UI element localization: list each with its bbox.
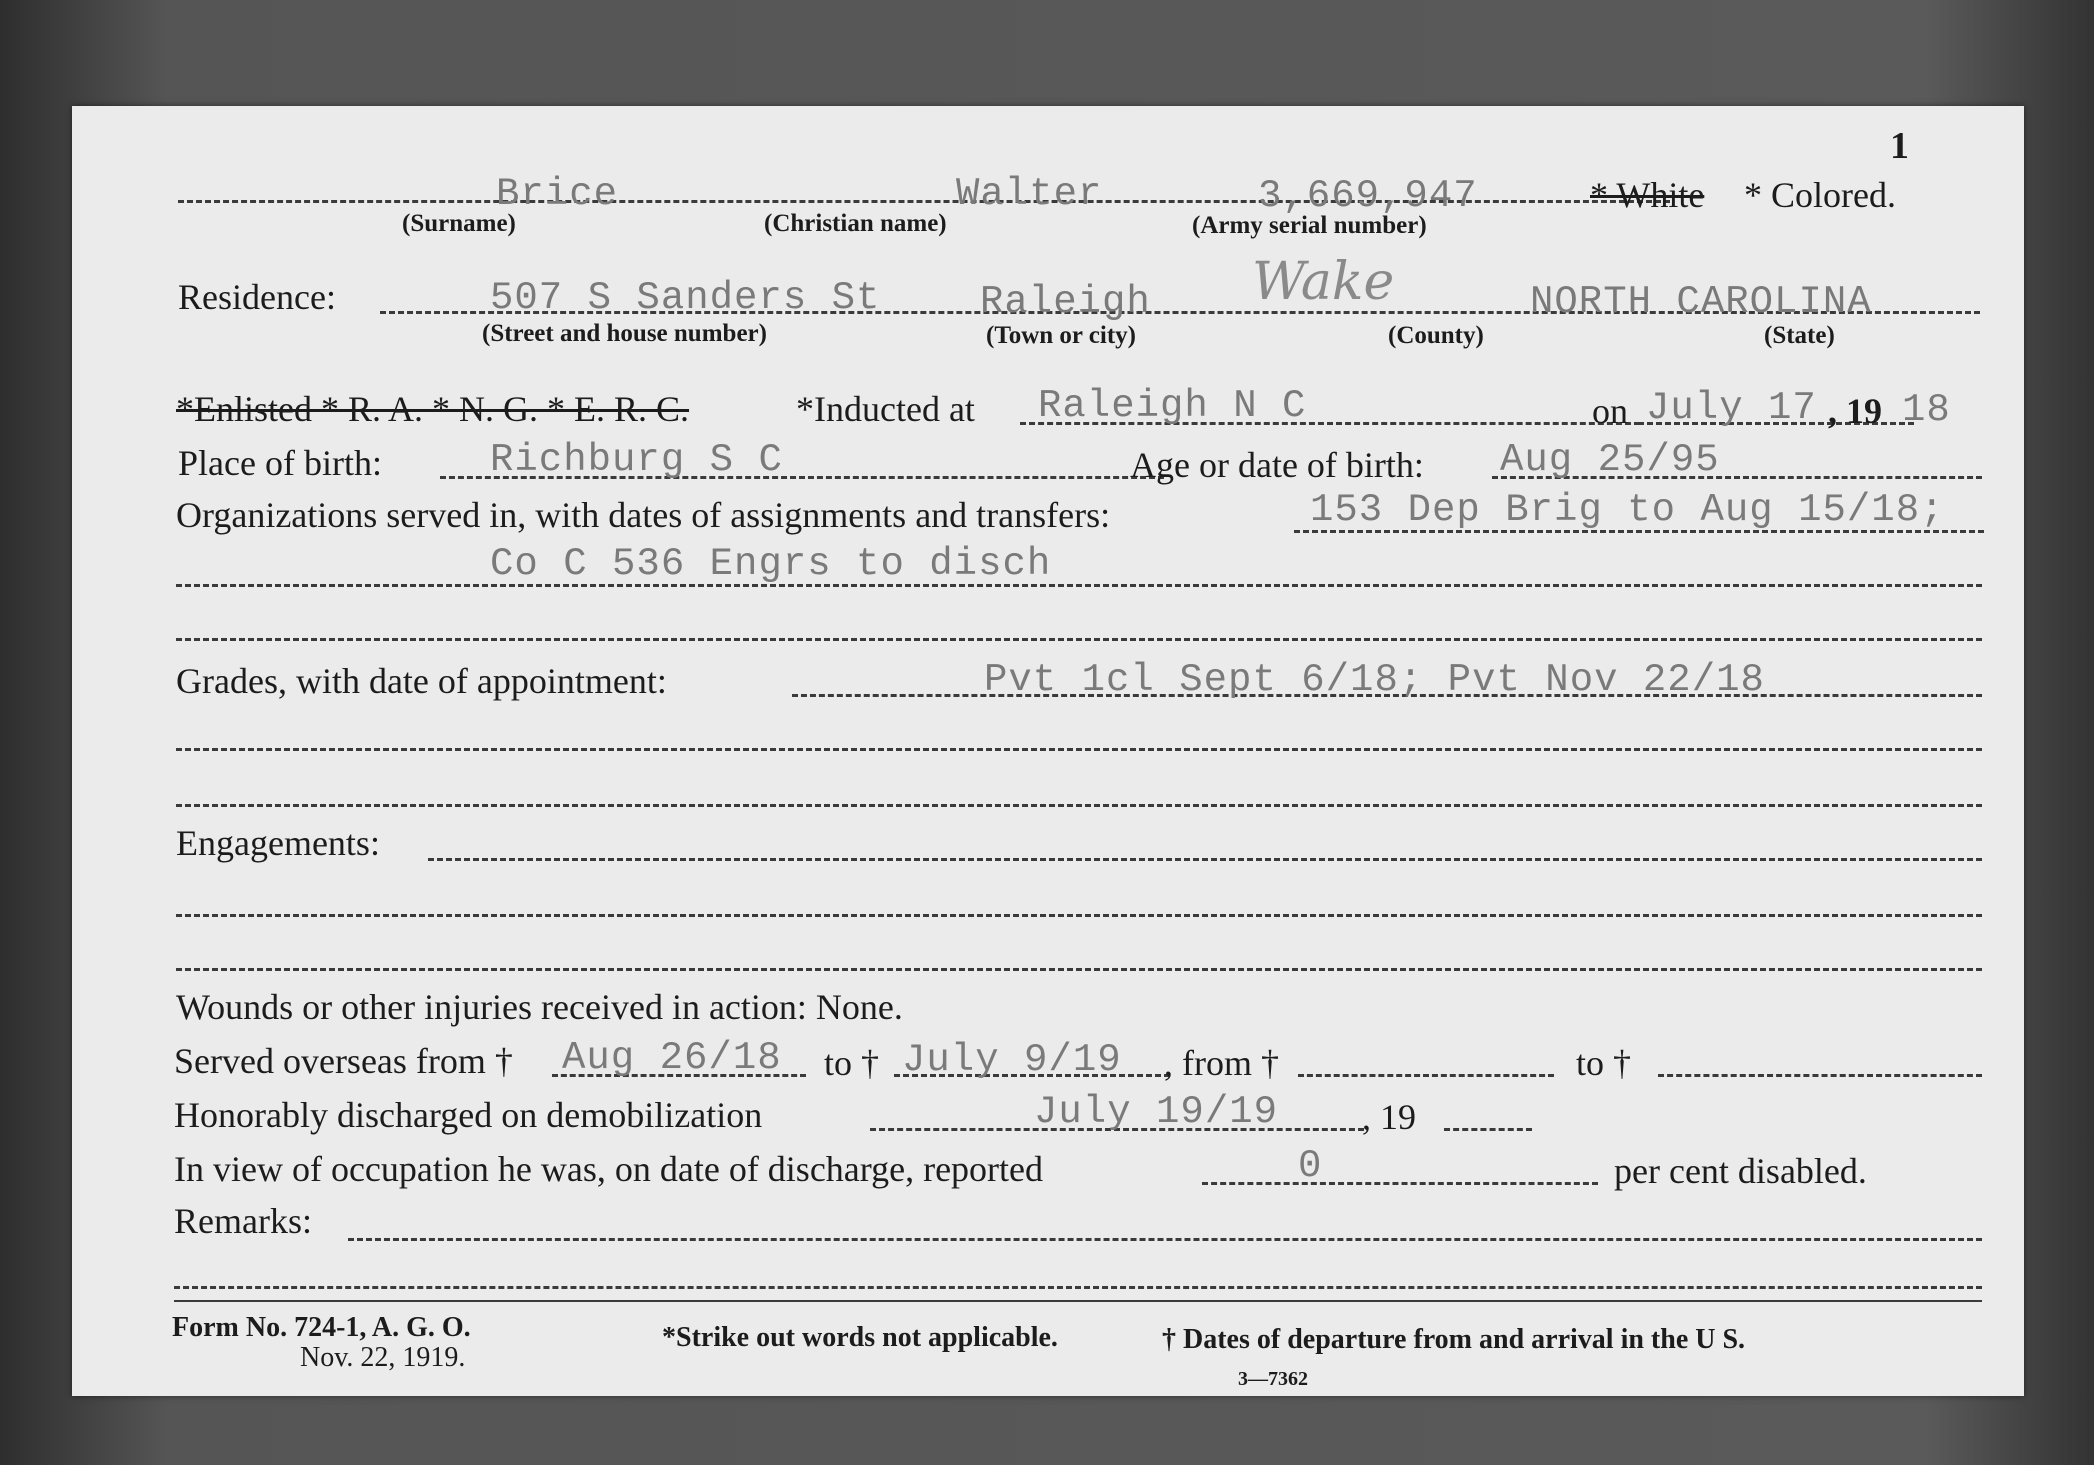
discharge-date-value: July 19/19 bbox=[1034, 1090, 1279, 1134]
induction-year-prefix: , 19 bbox=[1828, 391, 1882, 431]
organizations-line-3 bbox=[176, 638, 1982, 641]
organizations-value-2: Co C 536 Engrs to disch bbox=[490, 542, 1052, 586]
caption-christian-name: (Christian name) bbox=[764, 210, 947, 237]
overseas-to2-line bbox=[1658, 1074, 1982, 1077]
record-card bbox=[72, 106, 2024, 1396]
surname-value: Brice bbox=[496, 172, 619, 216]
residence-street-value: 507 S Sanders St bbox=[490, 276, 881, 320]
race-colored: * Colored. bbox=[1744, 175, 1896, 215]
serial-number-value: 3,669,947 bbox=[1258, 174, 1478, 218]
induction-year-suffix: 18 bbox=[1902, 388, 1951, 432]
overseas-from2-line bbox=[1298, 1074, 1554, 1077]
overseas-to-value: July 9/19 bbox=[902, 1038, 1122, 1082]
dates-note: † Dates of departure from and arrival in the U S. bbox=[1162, 1324, 1746, 1355]
remarks-line-1 bbox=[348, 1238, 1982, 1241]
caption-surname: (Surname) bbox=[402, 210, 516, 237]
overseas-from-value: Aug 26/18 bbox=[562, 1036, 782, 1080]
caption-serial-number: (Army serial number) bbox=[1192, 212, 1427, 239]
disability-label: In view of occupation he was, on date of discharge, reported bbox=[174, 1149, 1044, 1189]
discharge-year-line bbox=[1444, 1128, 1532, 1131]
grades-value: Pvt 1cl Sept 6/18; Pvt Nov 22/18 bbox=[984, 658, 1765, 702]
grades-label: Grades, with date of appointment: bbox=[176, 661, 667, 701]
engagements-line-2 bbox=[176, 914, 1982, 917]
caption-street: (Street and house number) bbox=[482, 320, 767, 347]
engagements-line-3 bbox=[176, 968, 1982, 971]
remarks-line-2 bbox=[174, 1286, 1982, 1289]
residence-town-value: Raleigh bbox=[980, 280, 1151, 324]
residence-state-value: NORTH CAROLINA bbox=[1530, 280, 1872, 324]
page-number: 1 bbox=[1890, 125, 1909, 167]
birth-place-label: Place of birth: bbox=[178, 443, 382, 483]
birth-date-label: Age or date of birth: bbox=[1130, 445, 1424, 485]
disability-suffix: per cent disabled. bbox=[1614, 1151, 1867, 1191]
inducted-at-label: *Inducted at bbox=[796, 389, 975, 429]
organizations-value-1: 153 Dep Brig to Aug 15/18; bbox=[1310, 488, 1945, 532]
discharge-label: Honorably discharged on demobilization bbox=[174, 1095, 763, 1135]
induction-on-label: on bbox=[1592, 391, 1628, 431]
induction-date-value: July 17 bbox=[1646, 386, 1817, 430]
grades-line-2 bbox=[176, 748, 1982, 751]
form-number: Form No. 724-1, A. G. O. bbox=[172, 1312, 471, 1343]
christian-name-value: Walter bbox=[956, 172, 1103, 216]
disability-line bbox=[1202, 1182, 1598, 1185]
race-white-struck: * White bbox=[1590, 175, 1705, 215]
enlistment-options-struck: *Enlisted * R. A. * N. G. * E. R. C. bbox=[176, 389, 690, 429]
overseas-to-label: to † bbox=[824, 1043, 880, 1083]
form-date: Nov. 22, 1919. bbox=[300, 1342, 466, 1373]
wounds-label: Wounds or other injuries received in action: None. bbox=[176, 987, 903, 1027]
discharge-year-label: , 19 bbox=[1362, 1097, 1416, 1137]
organizations-line-2 bbox=[176, 584, 1982, 587]
caption-county: (County) bbox=[1388, 322, 1484, 349]
overseas-label: Served overseas from † bbox=[174, 1041, 513, 1081]
residence-label: Residence: bbox=[178, 277, 336, 317]
caption-town: (Town or city) bbox=[986, 322, 1136, 349]
engagements-line-1 bbox=[428, 858, 1982, 861]
grades-line-3 bbox=[176, 804, 1982, 807]
strike-note: *Strike out words not applicable. bbox=[662, 1322, 1058, 1353]
engagements-label: Engagements: bbox=[176, 823, 380, 863]
birth-place-value: Richburg S C bbox=[490, 438, 783, 482]
organizations-label: Organizations served in, with dates of assignments and transfers: bbox=[176, 495, 1111, 535]
disability-value: 0 bbox=[1298, 1144, 1323, 1188]
birth-date-value: Aug 25/95 bbox=[1500, 438, 1720, 482]
card-bottom-rule bbox=[174, 1300, 1982, 1302]
overseas-to2-label: to † bbox=[1576, 1043, 1632, 1083]
inducted-place-value: Raleigh N C bbox=[1038, 384, 1307, 428]
residence-county-value: Wake bbox=[1252, 252, 1395, 312]
print-code: 3—7362 bbox=[1238, 1368, 1308, 1390]
overseas-from2-label: , from † bbox=[1164, 1043, 1279, 1083]
remarks-label: Remarks: bbox=[174, 1201, 312, 1241]
caption-state: (State) bbox=[1764, 322, 1835, 349]
